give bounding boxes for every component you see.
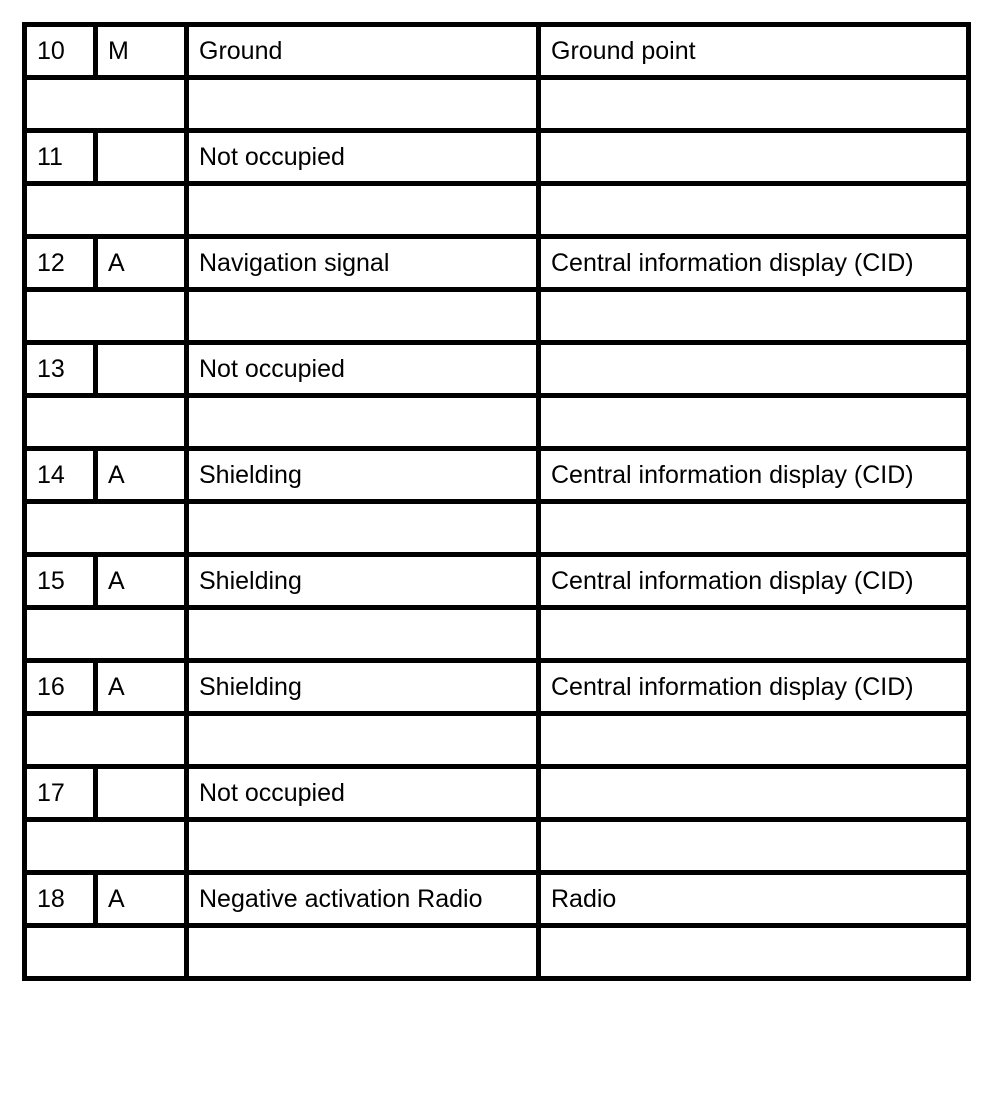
spacer-cell (25, 290, 187, 343)
spacer-cell (187, 396, 539, 449)
table-spacer-row (25, 184, 969, 237)
pin-function-cell: Shielding (187, 661, 539, 714)
pin-destination-cell (539, 767, 969, 820)
table-row (25, 555, 969, 608)
spacer-cell (187, 608, 539, 661)
spacer-cell (187, 78, 539, 131)
pin-type-cell: M (96, 25, 187, 78)
pin-destination-cell: Radio (539, 873, 969, 926)
spacer-cell (539, 78, 969, 131)
pin-destination-cell (539, 131, 969, 184)
spacer-cell (187, 184, 539, 237)
pin-number-cell: 12 (25, 237, 96, 290)
spacer-cell (25, 820, 187, 873)
spacer-cell (539, 184, 969, 237)
table-spacer-row (25, 926, 969, 979)
pin-function-cell: Shielding (187, 449, 539, 502)
spacer-cell (187, 502, 539, 555)
spacer-cell (187, 290, 539, 343)
pin-number-cell: 15 (25, 555, 96, 608)
pin-type-cell: A (96, 237, 187, 290)
pin-number-cell: 13 (25, 343, 96, 396)
pin-type-cell: A (96, 555, 187, 608)
table-spacer-row (25, 820, 969, 873)
spacer-cell (539, 608, 969, 661)
table-row (25, 237, 969, 290)
pin-destination-cell: Central information display (CID) (539, 555, 969, 608)
pin-type-cell (96, 343, 187, 396)
table-spacer-row (25, 290, 969, 343)
table-row (25, 661, 969, 714)
pin-number-cell: 16 (25, 661, 96, 714)
spacer-cell (187, 926, 539, 979)
table-spacer-row (25, 608, 969, 661)
pin-type-cell (96, 767, 187, 820)
table-spacer-row (25, 714, 969, 767)
table-row (25, 767, 969, 820)
spacer-cell (25, 714, 187, 767)
table-spacer-row (25, 502, 969, 555)
pin-function-cell: Negative activation Radio (187, 873, 539, 926)
table-spacer-row (25, 78, 969, 131)
table-row (25, 343, 969, 396)
spacer-cell (187, 714, 539, 767)
spacer-cell (25, 184, 187, 237)
pin-number-cell: 11 (25, 131, 96, 184)
pin-function-cell: Navigation signal (187, 237, 539, 290)
spacer-cell (25, 608, 187, 661)
spacer-cell (539, 396, 969, 449)
pin-assignment-table (22, 22, 971, 981)
spacer-cell (539, 714, 969, 767)
pin-function-cell: Not occupied (187, 343, 539, 396)
table-row (25, 131, 969, 184)
spacer-cell (25, 502, 187, 555)
pin-destination-cell: Central information display (CID) (539, 449, 969, 502)
pin-assignment-body (25, 25, 969, 979)
pin-destination-cell: Central information display (CID) (539, 237, 969, 290)
pin-function-cell: Not occupied (187, 131, 539, 184)
table-row (25, 873, 969, 926)
pin-function-cell: Ground (187, 25, 539, 78)
pin-type-cell: A (96, 873, 187, 926)
pin-destination-cell: Central information display (CID) (539, 661, 969, 714)
pin-number-cell: 18 (25, 873, 96, 926)
pin-type-cell: A (96, 661, 187, 714)
pin-function-cell: Not occupied (187, 767, 539, 820)
pin-type-cell: A (96, 449, 187, 502)
table-row (25, 449, 969, 502)
pin-number-cell: 17 (25, 767, 96, 820)
table-row (25, 25, 969, 78)
spacer-cell (25, 926, 187, 979)
spacer-cell (539, 820, 969, 873)
pin-destination-cell: Ground point (539, 25, 969, 78)
pin-type-cell (96, 131, 187, 184)
pin-destination-cell (539, 343, 969, 396)
spacer-cell (25, 396, 187, 449)
spacer-cell (25, 78, 187, 131)
spacer-cell (539, 502, 969, 555)
spacer-cell (539, 926, 969, 979)
table-spacer-row (25, 396, 969, 449)
pin-number-cell: 14 (25, 449, 96, 502)
pin-function-cell: Shielding (187, 555, 539, 608)
spacer-cell (187, 820, 539, 873)
spacer-cell (539, 290, 969, 343)
pin-number-cell: 10 (25, 25, 96, 78)
